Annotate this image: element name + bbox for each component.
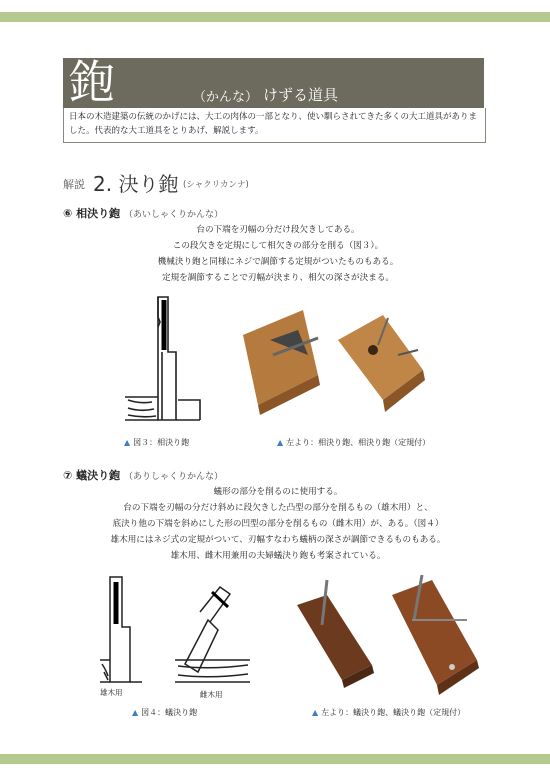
item6-line-4: 定規を調節することで刃幅が決まり、相欠の深さが決まる。: [161, 273, 395, 283]
item6-line-3: 機械決り鉋と同様にネジで調節する定規がついたものもある。: [157, 257, 399, 267]
item7-line-4: 雄木用にはネジ式の定規がついて、刃幅すなわち蟻柄の深さが調節できるものもある。: [110, 535, 446, 545]
label-male: 雄木用: [100, 688, 123, 697]
figure-4-caption: [132, 707, 197, 718]
item7-line-5: 雄木用、雌木用兼用の夫婦蟻決り鉋も考案されている。: [170, 551, 386, 561]
figure-3-caption-text: 図３：相決り鉋: [133, 438, 190, 447]
section-kana: (シャクリカンナ): [183, 180, 249, 190]
item7-line-1: 蟻形の部分を削るのに使用する。: [213, 487, 343, 497]
figure-4-photo-caption: [312, 707, 465, 718]
figure-4-photo-caption-text: 左より：蟻決り鉋、蟻決り鉋（定規付）: [321, 708, 466, 717]
page-header: [63, 55, 484, 109]
figure-4-diagram: [80, 572, 260, 687]
figure-3-caption: [124, 437, 189, 448]
intro-text: 日本の木造建築の伝統のかげには、大工の肉体の一部となり、使い馴らされてきた多くの大工道具がありました。代表的な大工道具をとりあげ、解説します。: [63, 108, 486, 143]
top-decorative-band: [0, 12, 550, 22]
item6-reading: （あいしゃくりかんな）: [124, 210, 224, 220]
item6-line-2: この段欠きを定規にして相欠きの部分を削る（図３）。: [172, 241, 384, 251]
item7-title: ⑦ 蟻決り鉋: [63, 469, 121, 482]
triangle-marker-icon: ▲: [132, 708, 139, 717]
item7-heading: [63, 467, 223, 483]
figure-3-photo-caption-text: 左より：相決り鉋、相決り鉋（定規付）: [286, 438, 431, 447]
item7-line-3: 底決り他の下端を斜めにした形の凹型の部分を削るもの（雌木用）が、ある。（図４）: [112, 519, 444, 529]
figure-3-photo-caption: [277, 437, 430, 448]
label-female: 雌木用: [200, 690, 223, 699]
figure-4-caption-text: 図４：蟻決り鉋: [141, 708, 198, 717]
header-reading: （かんな）: [193, 90, 259, 105]
section-heading: 2. 決り鉋: [93, 172, 179, 196]
item7-line-2: 台の下端を刃幅の分だけ斜めに段欠きした凸型の部分を削るもの（雄木用）と、: [123, 503, 433, 513]
item6-description: [63, 222, 493, 286]
triangle-marker-icon: ▲: [124, 438, 131, 447]
triangle-marker-icon: ▲: [277, 438, 284, 447]
item6-heading: [63, 205, 223, 221]
bottom-decorative-band: [0, 754, 550, 764]
section-tag: 解説: [63, 178, 85, 191]
figure-4-photo: [292, 575, 482, 700]
item7-description: [63, 484, 493, 564]
item6-line-1: 台の下端を刃幅の分だけ段欠きしてある。: [196, 225, 360, 235]
header-kanji: 鉋: [69, 55, 115, 109]
triangle-marker-icon: ▲: [312, 708, 319, 717]
figure-3-diagram: [120, 292, 210, 427]
item7-reading: （ありしゃくりかんな）: [124, 472, 224, 482]
figure-3-photo: [238, 300, 443, 420]
item6-title: ⑥ 相決り鉋: [63, 207, 121, 220]
header-subtitle: けずる道具: [263, 86, 339, 104]
